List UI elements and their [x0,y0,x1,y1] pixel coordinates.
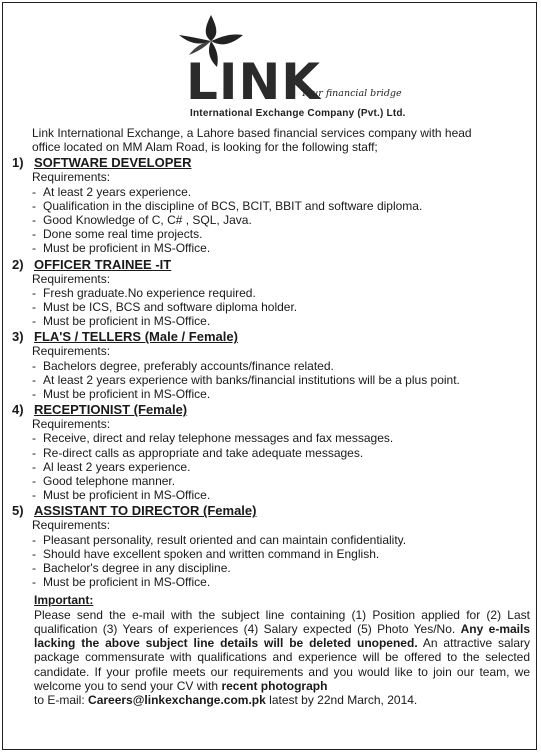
intro-line: Link International Exchange, a Lahore based financial services company with head [32,126,472,140]
position-title-text: SOFTWARE DEVELOPER [34,155,192,171]
bullet-dash: - [32,575,36,590]
bullet-dash: - [32,474,36,489]
requirement-text: Must be proficient in MS-Office. [43,488,211,503]
requirement-item [32,300,530,314]
bullet-dash: - [32,213,36,228]
requirements-list [12,185,530,256]
requirement-text: Must be proficient in MS-Office. [43,575,211,590]
requirement-text: Good Knowledge of C, C# , SQL, Java. [43,213,252,228]
position-number: 3) [12,329,24,345]
position-title [12,257,530,272]
bullet-dash: - [32,300,36,315]
bullet-dash: - [32,285,36,300]
bullet-dash: - [32,445,36,460]
requirement-item [32,488,530,502]
requirement-item [32,446,530,460]
requirement-item [32,547,530,561]
important-body [12,608,530,707]
requirement-item [32,533,530,547]
requirement-text: Must be proficient in MS-Office. [43,241,211,256]
intro-line: office located on MM Alam Road, is looking for the following staff; [32,140,378,155]
position-title [12,155,530,170]
bullet-dash: - [32,431,36,446]
bullet-dash: - [32,358,36,373]
intro-text [12,126,530,154]
requirement-text: Bachelors degree, preferably accounts/finance related. [43,358,334,373]
position-title-text: ASSISTANT TO DIRECTOR (Female) [34,503,257,519]
requirements-list [12,533,530,590]
requirements-label: Requirements: [32,170,111,185]
position-section [12,155,530,255]
requirement-text: At least 2 years experience with banks/financial institutions will be a plus point. [43,372,460,387]
bullet-dash: - [32,314,36,329]
position-title [12,503,530,518]
job-advertisement [2,2,537,750]
requirement-item [32,359,530,373]
requirements-list [12,286,530,329]
requirement-text: Fresh graduate.No experience required. [43,285,256,300]
brand-tagline: Your financial bridge [301,88,402,99]
bullet-dash: - [32,241,36,256]
requirements-list [12,359,530,402]
requirement-item [32,474,530,488]
position-title-text: RECEPTIONIST (Female) [34,402,188,418]
requirements-list [12,431,530,502]
requirement-item [32,185,530,199]
company-logo [3,7,536,121]
salary-package-text: An attractive salary package commensurate with qualifications and experience will be offered to the selected candidate. If your profile meets our requirements and you would like to join our team, we welcome you to send your CV with [34,636,531,693]
brand-name: LINK [186,53,322,111]
requirement-item [32,199,530,213]
bullet-dash: - [32,459,36,474]
requirement-item [32,561,530,575]
requirement-text: Re-direct calls as appropriate and take adequate messages. [43,445,364,460]
requirement-text: Should have excellent spoken and written command in English. [43,546,380,561]
bullet-dash: - [32,198,36,213]
position-section [12,329,530,401]
bullet-dash: - [32,532,36,547]
position-number: 1) [12,155,24,171]
email-prefix: to E-mail: [34,692,85,707]
bullet-dash: - [32,488,36,503]
ad-content [12,126,530,707]
requirement-item [32,227,530,241]
requirement-text: Receive, direct and relay telephone messages and fax messages. [43,431,394,446]
bullet-dash: - [32,546,36,561]
bullet-dash: - [32,372,36,387]
position-title-text: FLA'S / TELLERS (Male / Female) [34,329,238,345]
subject-line-instructions: Please send the e-mail with the subject line containing (1) Position applied for (2) Last qualification (3) Years of experiences (4) Salary expected (5) Photo Yes/No. [34,607,530,636]
positions-list [12,155,530,589]
company-full-name: International Exchange Company (Pvt.) Ltd. [190,108,406,119]
position-section [12,402,530,502]
requirement-item [32,431,530,445]
requirement-item [32,575,530,589]
requirement-item [32,286,530,300]
position-number: 2) [12,256,24,272]
position-title [12,402,530,417]
requirement-item [32,387,530,401]
requirement-text: Bachelor's degree in any discipline. [43,561,231,576]
requirement-text: Done some real time projects. [43,227,203,242]
requirement-text: At least 2 years experience. [43,184,192,199]
position-number: 5) [12,503,24,519]
requirement-item [32,373,530,387]
requirements-label: Requirements: [32,271,111,286]
requirement-text: Good telephone manner. [43,474,176,489]
requirement-item [32,314,530,328]
important-heading: Important: [34,593,94,608]
requirements-label: Requirements: [32,344,111,359]
position-number: 4) [12,402,24,418]
position-title-text: OFFICER TRAINEE -IT [34,256,172,272]
requirement-text: Must be proficient in MS-Office. [43,387,211,402]
requirement-text: Al least 2 years experience. [43,459,191,474]
bullet-dash: - [32,227,36,242]
bullet-dash: - [32,561,36,576]
bullet-dash: - [32,184,36,199]
requirements-label: Requirements: [32,518,111,533]
recent-photograph-text: recent photograph [221,678,328,693]
requirement-item [32,460,530,474]
requirement-item [32,241,530,255]
deletion-warning: Any e-mails lacking the above subject line details will be deleted unopened. [34,621,531,651]
position-section [12,503,530,589]
requirement-text: Must be ICS, BCS and software diploma holder. [43,300,298,315]
deadline-text: latest by 22nd March, 2014. [269,692,418,707]
bullet-dash: - [32,387,36,402]
requirement-text: Pleasant personality, result oriented and can maintain confidentiality. [43,532,407,547]
position-title [12,329,530,344]
requirement-text: Qualification in the discipline of BCS, BCIT, BBIT and software diploma. [43,198,423,213]
requirement-text: Must be proficient in MS-Office. [43,314,211,329]
requirement-item [32,213,530,227]
requirements-label: Requirements: [32,417,111,432]
position-section [12,257,530,329]
careers-email-link[interactable]: Careers@linkexchange.com.pk [88,692,266,707]
